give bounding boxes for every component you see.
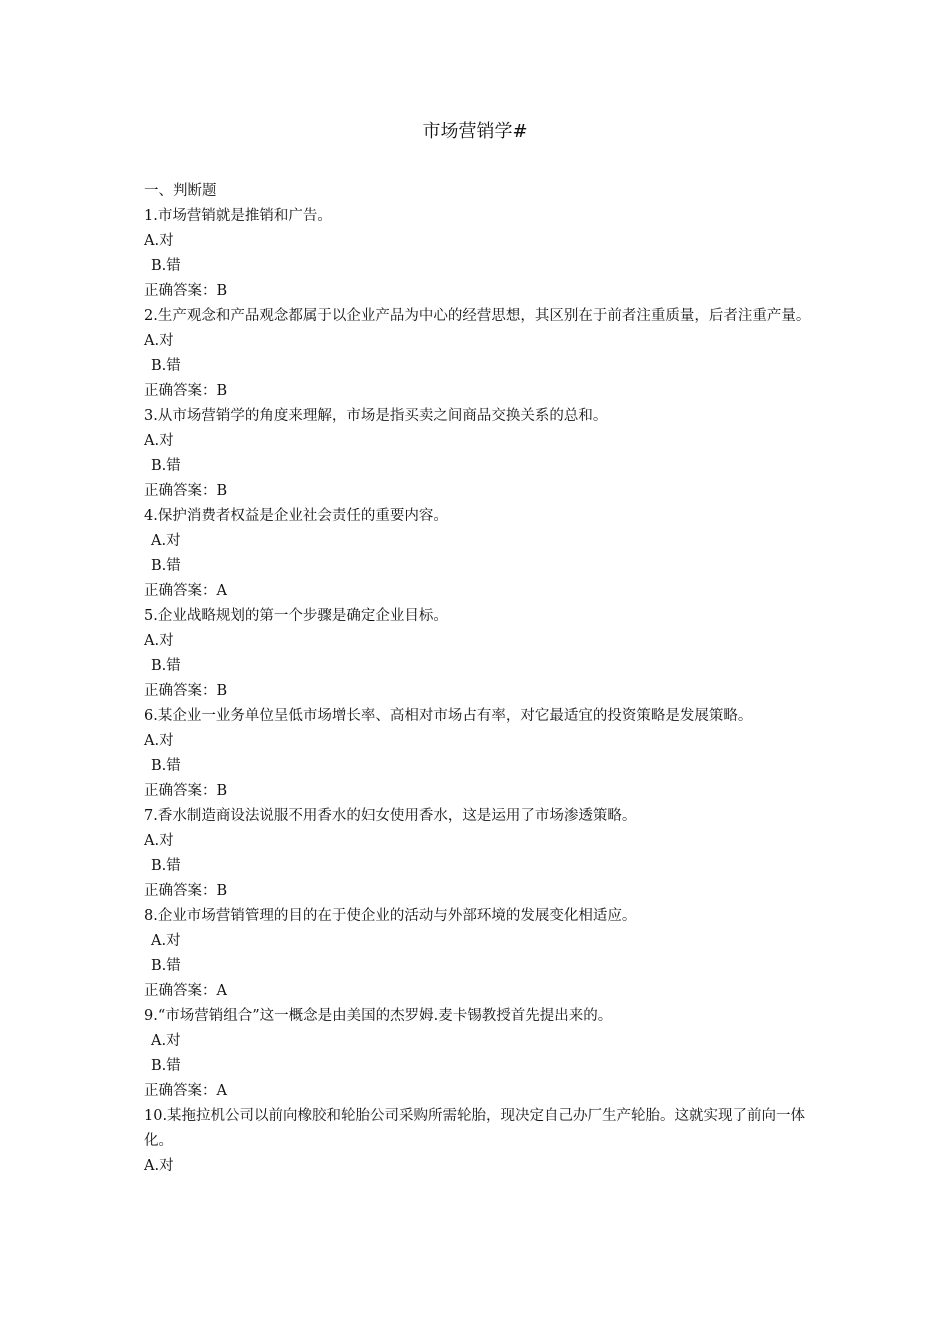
option-b: B.错 xyxy=(151,658,181,674)
answer-label: 正确答案： xyxy=(144,483,217,499)
question-text: 3.从市场营销学的角度来理解，市场是指买卖之间商品交换关系的总和。 xyxy=(144,408,608,424)
answer-label: 正确答案： xyxy=(144,683,217,699)
question-block xyxy=(144,204,816,304)
question-block xyxy=(144,604,816,704)
document-body xyxy=(144,179,816,1179)
answer-value: B xyxy=(216,783,228,799)
answer-label: 正确答案： xyxy=(144,283,217,299)
option-b: B.错 xyxy=(151,1058,181,1074)
option-a: A.对 xyxy=(151,533,181,549)
question-text: 7.香水制造商设法说服不用香水的妇女使用香水，这是运用了市场渗透策略。 xyxy=(144,808,637,824)
option-a: A.对 xyxy=(144,833,174,849)
question-block xyxy=(144,904,816,1004)
option-b: B.错 xyxy=(151,358,181,374)
question-text: 9.“市场营销组合”这一概念是由美国的杰罗姆.麦卡锡教授首先提出来的。 xyxy=(144,1008,613,1024)
answer-line xyxy=(144,579,816,604)
option-a: A.对 xyxy=(144,433,174,449)
answer-value: B xyxy=(216,483,228,499)
question-text: 10.某拖拉机公司以前向橡胶和轮胎公司采购所需轮胎，现决定自己办厂生产轮胎。这就实现了前向一体化。 xyxy=(144,1108,806,1149)
answer-label: 正确答案： xyxy=(144,783,217,799)
answer-line xyxy=(144,279,816,304)
question-block xyxy=(144,504,816,604)
question-text: 6.某企业一业务单位呈低市场增长率、高相对市场占有率，对它最适宜的投资策略是发展策略。 xyxy=(144,708,753,724)
question-list xyxy=(144,204,816,1104)
option-b: B.错 xyxy=(151,758,181,774)
question-text: 2.生产观念和产品观念都属于以企业产品为中心的经营思想，其区别在于前者注重质量，后者注重产量。 xyxy=(144,308,811,324)
option-b: B.错 xyxy=(151,458,181,474)
option-a: A.对 xyxy=(151,933,181,949)
question-block xyxy=(144,1004,816,1104)
answer-label: 正确答案： xyxy=(144,583,217,599)
answer-line xyxy=(144,1079,816,1104)
answer-line xyxy=(144,779,816,804)
question-block xyxy=(144,804,816,904)
answer-line xyxy=(144,979,816,1004)
answer-line xyxy=(144,679,816,704)
question-text: 4.保护消费者权益是企业社会责任的重要内容。 xyxy=(144,508,448,524)
option-b: B.错 xyxy=(151,958,181,974)
question-block xyxy=(144,304,816,404)
answer-label: 正确答案： xyxy=(144,983,217,999)
answer-value: A xyxy=(216,1083,227,1099)
section-heading: 一、判断题 xyxy=(144,183,217,199)
question-text: 1.市场营销就是推销和广告。 xyxy=(144,208,332,224)
option-a: A.对 xyxy=(144,233,174,249)
answer-line xyxy=(144,379,816,404)
answer-value: A xyxy=(216,983,227,999)
option-b: B.错 xyxy=(151,558,181,574)
answer-label: 正确答案： xyxy=(144,1083,217,1099)
answer-label: 正确答案： xyxy=(144,883,217,899)
question-block xyxy=(144,1104,816,1179)
question-text: 8.企业市场营销管理的目的在于使企业的活动与外部环境的发展变化相适应。 xyxy=(144,908,637,924)
option-a: A.对 xyxy=(144,633,174,649)
question-text: 5.企业战略规划的第一个步骤是确定企业目标。 xyxy=(144,608,448,624)
answer-value: B xyxy=(216,683,228,699)
option-a: A.对 xyxy=(144,733,174,749)
option-a: A.对 xyxy=(144,1158,174,1174)
question-block xyxy=(144,704,816,804)
answer-label: 正确答案： xyxy=(144,383,217,399)
answer-line xyxy=(144,879,816,904)
answer-line xyxy=(144,479,816,504)
document-title: 市场营销学# xyxy=(422,121,528,142)
answer-value: B xyxy=(216,383,228,399)
answer-value: B xyxy=(216,883,228,899)
answer-value: A xyxy=(216,583,227,599)
option-a: A.对 xyxy=(144,333,174,349)
option-a: A.对 xyxy=(151,1033,181,1049)
option-b: B.错 xyxy=(151,858,181,874)
answer-value: B xyxy=(216,283,228,299)
question-block xyxy=(144,404,816,504)
option-b: B.错 xyxy=(151,258,181,274)
